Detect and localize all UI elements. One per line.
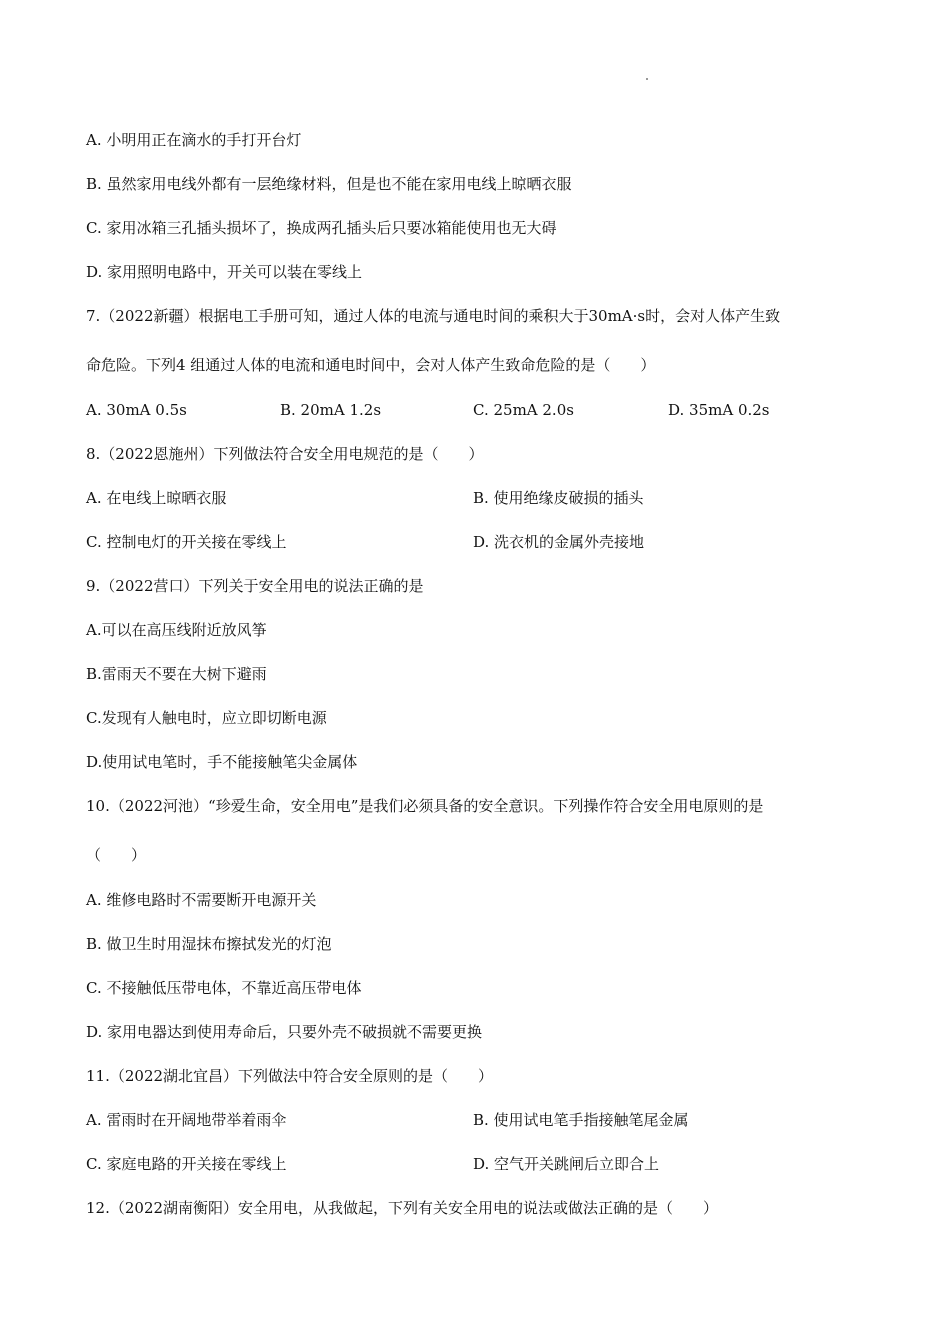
q9-stem: 9.（2022营口）下列关于安全用电的说法正确的是	[86, 577, 424, 595]
q8-option-c[interactable]: C. 控制电灯的开关接在零线上	[86, 533, 287, 551]
q12-stem: 12.（2022湖南衡阳）安全用电，从我做起，下列有关安全用电的说法或做法正确的是（ ）	[86, 1199, 719, 1217]
q10-option-c[interactable]: C. 不接触低压带电体，不靠近高压带电体	[86, 979, 362, 997]
q7-option-a[interactable]: A. 30mA 0.5s	[86, 401, 187, 419]
q6-option-c[interactable]: C. 家用冰箱三孔插头损坏了，换成两孔插头后只要冰箱能使用也无大碍	[86, 219, 557, 237]
q9-option-c[interactable]: C.发现有人触电时，应立即切断电源	[86, 709, 327, 727]
q7-stem-line1: 7.（2022新疆）根据电工手册可知，通过人体的电流与通电时间的乘积大于30mA·s时，会对人体产生致	[86, 307, 781, 325]
q6-option-a[interactable]: A. 小明用正在滴水的手打开台灯	[86, 131, 302, 149]
q10-stem-line1: 10.（2022河池）“珍爱生命，安全用电”是我们必须具备的安全意识。下列操作符合安全用电原则的是	[86, 797, 764, 815]
q11-option-b[interactable]: B. 使用试电笔手指接触笔尾金属	[473, 1111, 689, 1129]
q7-option-b[interactable]: B. 20mA 1.2s	[280, 401, 382, 419]
q8-option-b[interactable]: B. 使用绝缘皮破损的插头	[473, 489, 644, 507]
q9-option-a[interactable]: A.可以在高压线附近放风筝	[86, 621, 267, 639]
q10-stem-line2: （ ）	[86, 846, 147, 864]
q9-option-b[interactable]: B.雷雨天不要在大树下避雨	[86, 665, 267, 683]
page-mark	[646, 78, 648, 80]
q6-option-b[interactable]: B. 虽然家用电线外都有一层绝缘材料，但是也不能在家用电线上晾晒衣服	[86, 175, 572, 193]
q7-stem-line2: 命危险。下列4 组通过人体的电流和通电时间中，会对人体产生致命危险的是（ ）	[86, 356, 656, 374]
q11-option-c[interactable]: C. 家庭电路的开关接在零线上	[86, 1155, 287, 1173]
q8-stem: 8.（2022恩施州）下列做法符合安全用电规范的是（ ）	[86, 445, 484, 463]
q8-option-a[interactable]: A. 在电线上晾晒衣服	[86, 489, 227, 507]
q7-option-d[interactable]: D. 35mA 0.2s	[668, 401, 770, 419]
q11-stem: 11.（2022湖北宜昌）下列做法中符合安全原则的是（ ）	[86, 1067, 494, 1085]
q10-option-a[interactable]: A. 维修电路时不需要断开电源开关	[86, 891, 317, 909]
q9-option-d[interactable]: D.使用试电笔时，手不能接触笔尖金属体	[86, 753, 358, 771]
q8-option-d[interactable]: D. 洗衣机的金属外壳接地	[473, 533, 645, 551]
q10-option-d[interactable]: D. 家用电器达到使用寿命后，只要外壳不破损就不需要更换	[86, 1023, 483, 1041]
q11-option-a[interactable]: A. 雷雨时在开阔地带举着雨伞	[86, 1111, 287, 1129]
q6-option-d[interactable]: D. 家用照明电路中，开关可以装在零线上	[86, 263, 363, 281]
q10-option-b[interactable]: B. 做卫生时用湿抹布擦拭发光的灯泡	[86, 935, 332, 953]
q11-option-d[interactable]: D. 空气开关跳闸后立即合上	[473, 1155, 660, 1173]
q7-option-c[interactable]: C. 25mA 2.0s	[473, 401, 574, 419]
